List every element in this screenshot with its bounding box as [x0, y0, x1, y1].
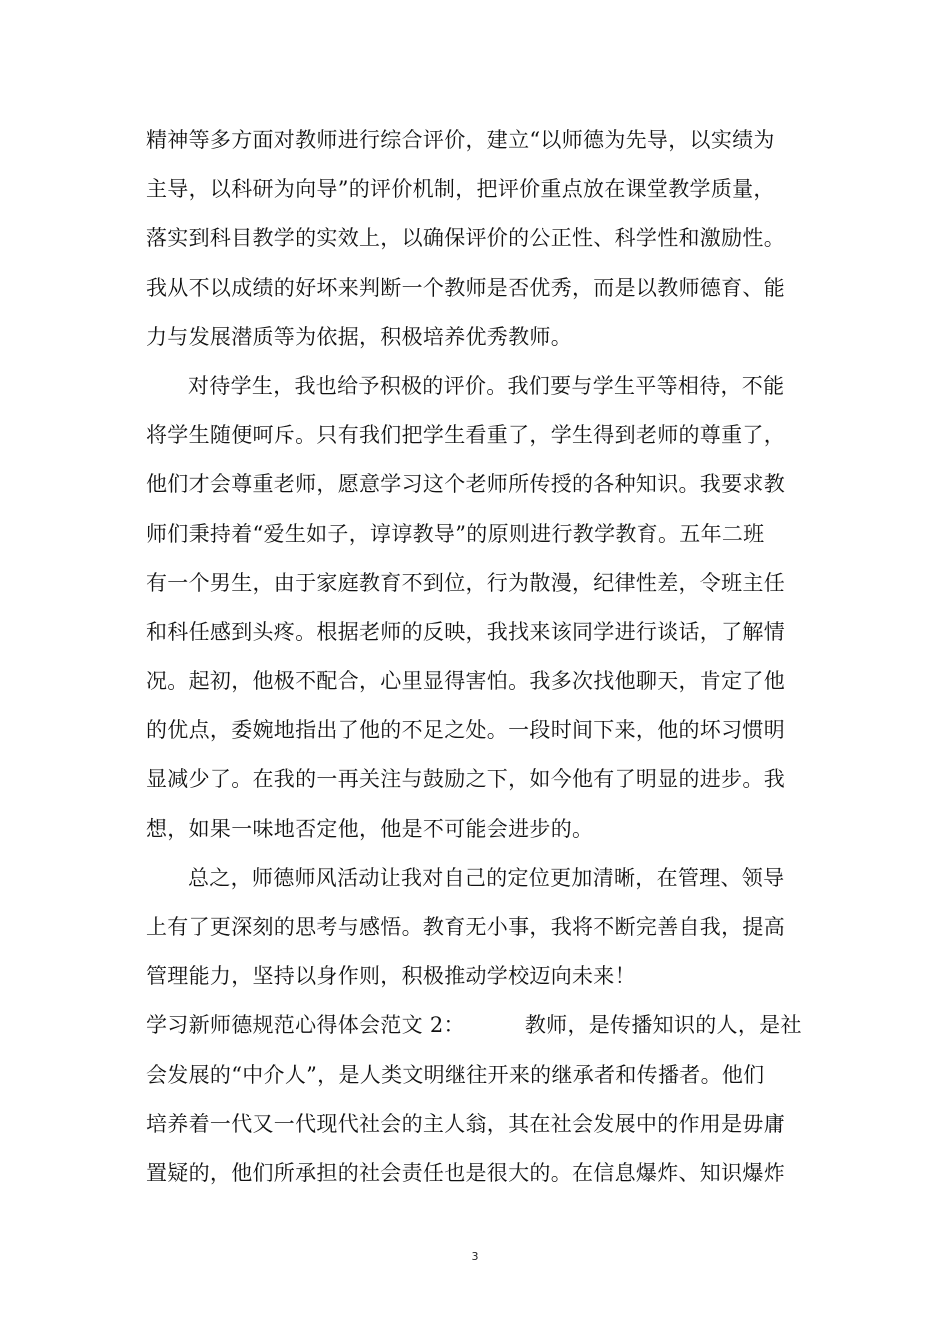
heading-line-text: 教师，是传播知识的人，是社: [524, 1013, 802, 1038]
text-line: 落实到科目教学的实效上，以确保评价的公正性、科学性和激励性。: [146, 226, 785, 251]
text-line: 和科任感到头疼。根据老师的反映，我找来该同学进行谈话，了解情: [146, 619, 785, 644]
section-heading: 学习新师德规范心得体会范文 2：: [146, 1013, 465, 1038]
page-number: 3: [471, 1250, 479, 1263]
text-line: 将学生随便呵斥。只有我们把学生看重了，学生得到老师的尊重了，: [146, 423, 785, 448]
text-line: 精神等多方面对教师进行综合评价，建立“以师德为先导，以实绩为: [146, 128, 775, 152]
text-line: 的优点，委婉地指出了他的不足之处。一段时间下来，他的坏习惯明: [146, 718, 785, 743]
heading-line: [146, 1001, 816, 1050]
text-line: 我从不以成绩的好坏来判断一个教师是否优秀，而是以教师德育、能: [146, 275, 785, 300]
text-line: 力与发展潜质等为依据，积极培养优秀教师。: [146, 324, 572, 349]
text-line: 他们才会尊重老师，愿意学习这个老师所传授的各种知识。我要求教: [146, 472, 785, 497]
text-line: 主导，以科研为向导”的评价机制，把评价重点放在课堂教学质量，: [146, 177, 775, 202]
text-line: 况。起初，他极不配合，心里显得害怕。我多次找他聊天，肯定了他: [146, 669, 785, 694]
text-line: 置疑的，他们所承担的社会责任也是很大的。在信息爆炸、知识爆炸: [146, 1160, 785, 1185]
body-text: [146, 116, 816, 1198]
text-line: 培养着一代又一代现代社会的主人翁，其在社会发展中的作用是毋庸: [146, 1111, 785, 1136]
text-line: 上有了更深刻的思考与感悟。教育无小事，我将不断完善自我，提高: [146, 915, 785, 939]
text-line: 师们秉持着“爱生如子，谆谆教导”的原则进行教学教育。五年二班: [146, 521, 765, 546]
text-line: 显减少了。在我的一再关注与鼓励之下，如今他有了明显的进步。我: [146, 767, 785, 792]
paragraph-start-line: 对待学生，我也给予积极的评价。我们要与学生平等相待，不能: [188, 373, 785, 398]
text-line: 想，如果一味地否定他，他是不可能会进步的。: [146, 816, 594, 841]
text-line: 会发展的“中介人”，是人类文明继往开来的继承者和传播者。他们: [146, 1062, 765, 1087]
text-line: 管理能力，坚持以身作则，积极推动学校迈向未来！: [146, 964, 636, 989]
text-line: 有一个男生，由于家庭教育不到位，行为散漫，纪律性差，令班主任: [146, 570, 785, 595]
paragraph-start-line: 总之，师德师风活动让我对自己的定位更加清晰，在管理、领导: [188, 865, 785, 890]
